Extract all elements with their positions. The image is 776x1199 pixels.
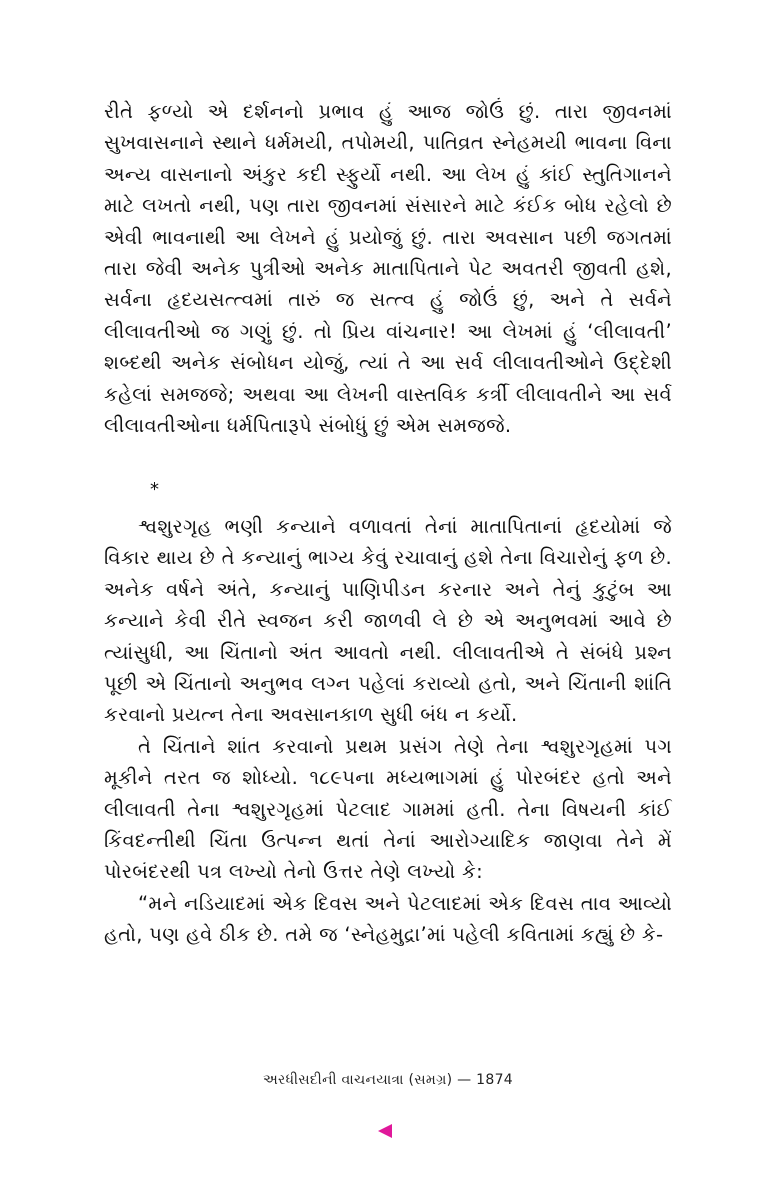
- text-block-top: [104, 96, 672, 441]
- paragraph-continuation: રીતે ફળ્યો એ દર્શનનો પ્રભાવ હું આજ જોઉં છું. તારા જીવનમાં સુખવાસનાને સ્થાને ધર્મમયી, તપોમયી, પાતિવ્રત સ્નેહમયી ભાવના વિના અન્ય વાસનાનો અંકુર કદી સ્ફુર્યો નથી. આ લેખ હું કાંઈ સ્તુતિગાનને માટે લખતો નથી, પણ તારા જીવનમાં સંસારને માટે કંઈક બોધ રહેલો છે એવી ભાવનાથી આ લેખને હું પ્રયોજું છું. તારા અવસાન પછી જગતમાં તારા જેવી અનેક પુત્રીઓ અનેક માતાપિતાને પેટ અવતરી જીવતી હશે, સર્વના હૃદયસત્ત્વમાં તારું જ સત્ત્વ હું જોઉં છું, અને તે સર્વને લીલાવતીઓ જ ગણું છું. તો પ્રિય વાંચનાર! આ લેખમાં હું ‘લીલાવતી’ શબ્દથી અનેક સંબોધન યોજું, ત્યાં તે આ સર્વ લીલાવતીઓને ઉદ્દેશી કહેલાં સમજજે; અથવા આ લેખની વાસ્તવિક કર્ત્રી લીલાવતીને આ સર્વ લીલાવતીઓના ધર્મપિતારૂપે સંબોધું છું એમ સમજજે.: [104, 100, 673, 438]
- paragraph: શ્વશુરગૃહ ભણી કન્યાને વળાવતાં તેનાં માતાપિતાનાં હૃદયોમાં જે વિકાર થાય છે તે કન્યાનું ભાગ્ય કેવું રચાવાનું હશે તેના વિચારોનું ફળ છે. અનેક વર્ષને અંતે, કન્યાનું પાણિપીડન કરનાર અને તેનું કુટુંબ આ કન્યાને કેવી રીતે સ્વજન કરી જાળવી લે છે એ અનુભવમાં આવે છે ત્યાંસુધી, આ ચિંતાનો અંત આવતો નથી. લીલાવતીએ તે સંબંધે પ્રશ્ન પૂછી એ ચિંતાનો અનુભવ લગ્ન પહેલાં કરાવ્યો હતો, અને ચિંતાની શાંતિ કરવાનો પ્રયત્ન તેના અવસાનકાળ સુધી બંધ ન કર્યો.: [104, 515, 672, 727]
- text-block-bottom: [104, 511, 672, 951]
- section-separator: *: [150, 479, 159, 500]
- page-footer: અરધીસદીની વાચનયાત્રા (સમગ્ર) — 1874: [262, 1072, 514, 1088]
- paragraph-quote: “મને નડિયાદમાં એક દિવસ અને પેટલાદમાં એક દિવસ તાવ આવ્યો હતો, પણ હવે ઠીક છે. તમે જ ‘સ્નેહમુદ્રા’માં પહેલી કવિતામાં કહ્યું છે કે-: [104, 891, 672, 947]
- previous-page-arrow-icon[interactable]: [378, 1124, 392, 1138]
- paragraph: તે ચિંતાને શાંત કરવાનો પ્રથમ પ્રસંગ તેણે તેના શ્વશુરગૃહમાં પગ મૂકીને તરત જ શોધ્યો. ૧૮૯૫ના મધ્યભાગમાં હું પોરબંદર હતો અને લીલાવતી તેના શ્વશુરગૃહમાં પેટલાદ ગામમાં હતી. તેના વિષયની કાંઈ કિંવદન્તીથી ચિંતા ઉત્પન્ન થતાં તેનાં આરોગ્યાદિક જાણવા તેને મેં પોરબંદરથી પત્ર લખ્યો તેનો ઉત્તર તેણે લખ્યો કે:: [104, 734, 672, 884]
